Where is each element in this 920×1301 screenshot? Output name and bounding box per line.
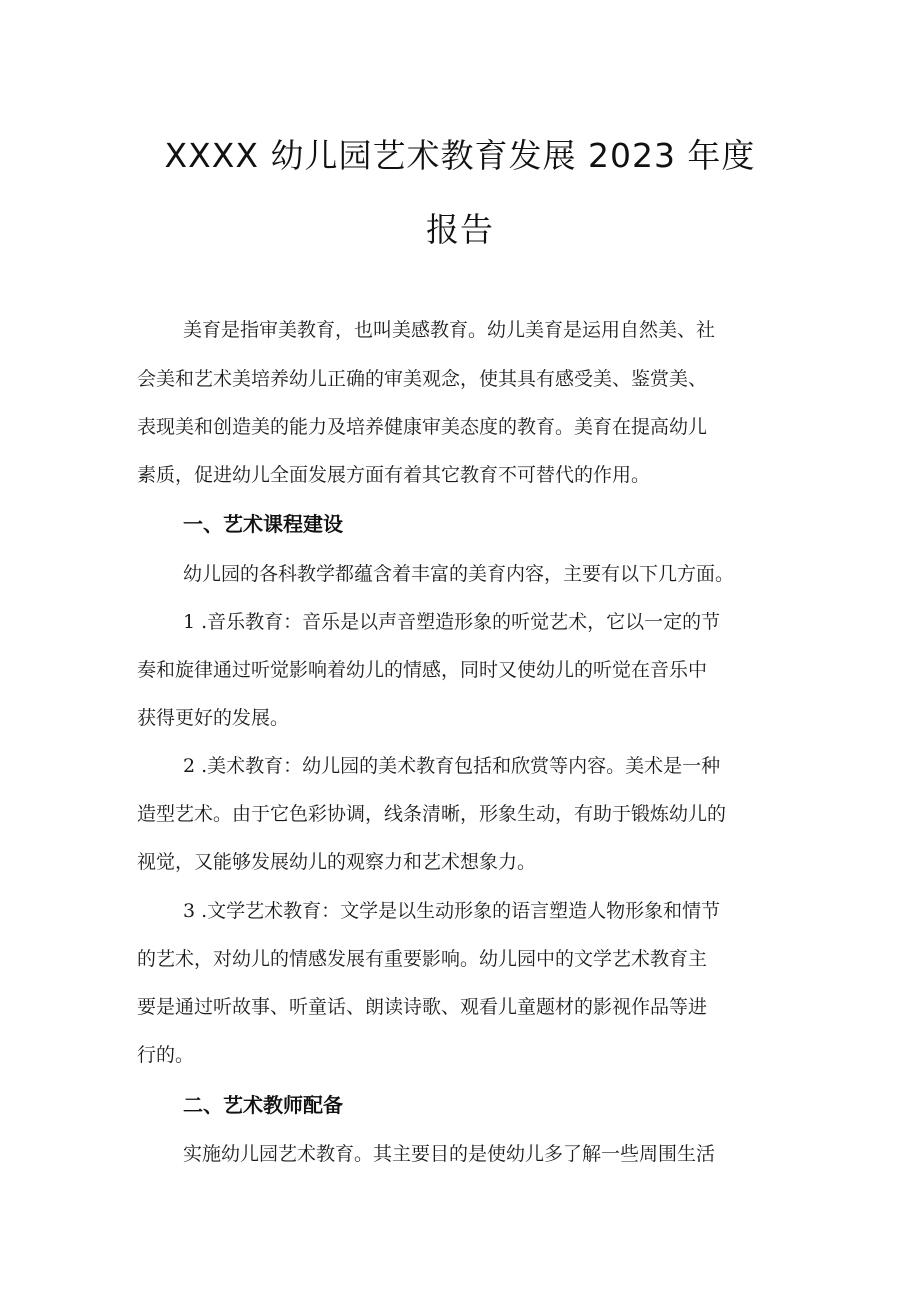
paragraph-line: 要是通过听故事、听童话、朗读诗歌、观看儿童题材的影视作品等进 xyxy=(137,996,708,1018)
paragraph-line: 的艺术，对幼儿的情感发展有重要影响。幼儿园中的文学艺术教育主 xyxy=(137,948,708,970)
section-heading-teachers: 二、艺术教师配备 xyxy=(183,1093,343,1117)
paragraph-line: 奏和旋律通过听觉影响着幼儿的情感，同时又使幼儿的听觉在音乐中 xyxy=(137,659,708,681)
section-intro-paragraph: 幼儿园的各科教学都蕴含着丰富的美育内容，主要有以下几方面。 xyxy=(183,563,735,585)
paragraph-line: 美育是指审美教育，也叫美感教育。幼儿美育是运用自然美、社 xyxy=(183,319,716,341)
paragraph-line: 行的。 xyxy=(137,1044,195,1066)
paragraph-line: 表现美和创造美的能力及培养健康审美态度的教育。美育在提高幼儿 xyxy=(137,416,708,438)
paragraph-line: 获得更好的发展。 xyxy=(137,707,290,729)
paragraph-line: 1 .音乐教育：音乐是以声音塑造形象的听觉艺术，它以一定的节 xyxy=(183,611,721,633)
paragraph-line: 造型艺术。由于它色彩协调，线条清晰，形象生动，有助于锻炼幼儿的 xyxy=(137,803,727,825)
paragraph-line: 视觉，又能够发展幼儿的观察力和艺术想象力。 xyxy=(137,851,537,873)
paragraph-line: 实施幼儿园艺术教育。其主要目的是使幼儿多了解一些周围生活 xyxy=(183,1143,716,1165)
paragraph-line: 素质，促进幼儿全面发展方面有着其它教育不可替代的作用。 xyxy=(137,464,651,486)
document-title-line-1: XXXX 幼儿园艺术教育发展 2023 年度 xyxy=(164,136,756,175)
document-title-line-2: 报告 xyxy=(426,210,494,249)
paragraph-line: 会美和艺术美培养幼儿正确的审美观念，使其具有感受美、鉴赏美、 xyxy=(137,368,708,390)
paragraph-line: 2 .美术教育：幼儿园的美术教育包括和欣赏等内容。美术是一种 xyxy=(183,755,721,777)
section-heading-curriculum: 一、艺术课程建设 xyxy=(183,512,343,536)
paragraph-line: 3 .文学艺术教育：文学是以生动形象的语言塑造人物形象和情节 xyxy=(183,900,721,922)
